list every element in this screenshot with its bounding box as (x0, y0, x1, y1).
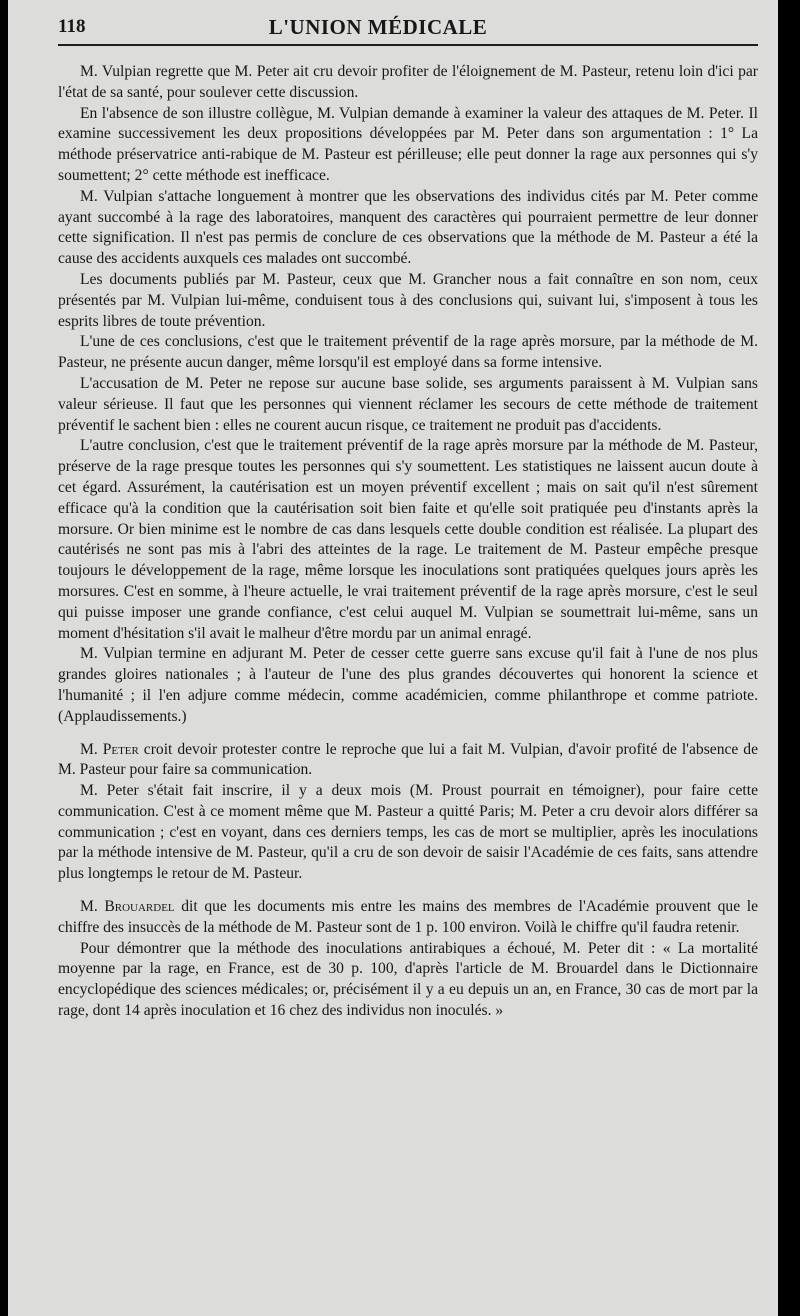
paragraph (58, 897, 758, 939)
header-rule (58, 44, 758, 46)
paragraph: Les documents publiés par M. Pasteur, ceux que M. Grancher nous a fait connaître en son nom, ceux présentés par M. Vulpian lui-même, conduisent tous à des conclusions qui, suivant lui, s'imposent à tous les esprits libres de toute prévention. (58, 270, 758, 330)
journal-title: L'UNION MÉDICALE (268, 15, 488, 39)
paragraph: L'une de ces conclusions, c'est que le traitement préventif de la rage après morsure, par la méthode de M. Pasteur, ne présente aucun danger, même lorsqu'il est employé dans sa forme intensive. (58, 333, 758, 372)
paragraph: M. Vulpian regrette que M. Peter ait cru devoir profiter de l'éloignement de M. Pasteur, retenu loin d'ici par l'état de sa santé, pour soulever cette discussion. (58, 63, 758, 101)
speaker-name: M. Peter (80, 740, 139, 758)
paragraph (58, 740, 758, 782)
paragraph: L'accusation de M. Peter ne repose sur aucune base solide, ses arguments paraissent à M. Vulpian sans valeur sérieuse. Il faut que les personnes qui viennent réclamer les secours de cette méthode de traitement préventif le sachent bien : elles ne courent aucun risque, ce traitement ne produit pas d'accidents. (58, 374, 758, 434)
speaker-name: M. Brouardel (80, 898, 175, 916)
paragraph: En l'absence de son illustre collègue, M. Vulpian demande à examiner la valeur des attaques de M. Peter. Il examine successivement les deux propositions développées par M. Peter dans son argumentation : 1° La méthode préservatrice anti-rabique de M. Pasteur est périlleuse; elle peut donner la rage aux personnes qui s'y soumettent; 2° cette méthode est inefficace. (58, 104, 758, 184)
paragraph-text: croit devoir protester contre le reproche que lui a fait M. Vulpian, d'avoir profité de l'absence de M. Pasteur pour faire sa communication. (58, 740, 758, 779)
paragraph: M. Vulpian termine en adjurant M. Peter de cesser cette guerre sans excuse qu'il fait à l'une de nos plus grandes gloires nationales ; à l'auteur de l'une des plus grandes découvertes qui honorent la science et l'humanité ; il l'en adjure comme médecin, comme académicien, comme philanthrope et comme patriote. (Applaudissements.) (58, 645, 758, 725)
paragraph: M. Vulpian s'attache longuement à montrer que les observations des individus cités par M. Peter comme ayant succombé à la rage des laboratoires, manquent des caractères qui pourraient permettre de leur donner cette signification. Il n'est pas permis de conclure de ces observations que la méthode de M. Pasteur a été la cause des accidents auxquels ces malades ont succombé. (58, 187, 758, 268)
document-page (8, 0, 778, 1316)
paragraph: L'autre conclusion, c'est que le traitement préventif de la rage après morsure par la méthode de M. Pasteur, préserve de la rage presque toutes les personnes qui s'y soumettent. Les statistiques ne laissent aucun doute à cet égard. Assurément, la cautérisation est un moyen préventif excellent ; mais on sait qu'il n'est sûrement efficace qu'à la condition que la cautérisation soit bien faite et qu'elle soit pratiquée peu d'instants après la morsure. Or bien minime est le nombre de cas dans lesquels cette double condition est réalisée. La plupart des cautérisés ne sont pas mis à l'abri des atteintes de la rage. Le traitement de M. Pasteur empêche presque toujours le développement de la rage, même lorsque les inoculations sont pratiquées quelques jours après les morsures. C'est en somme, à l'heure actuelle, le vrai traitement préventif de la rage après morsure, c'est le seul qui puisse imposer une grande confiance, c'est celui auquel M. Vulpian se soumettrait lui-même, sans un moment d'hésitation s'il avait le malheur d'être mordu par un animal enragé. (58, 437, 758, 642)
article-body (58, 62, 758, 1022)
paragraph: M. Peter s'était fait inscrire, il y a deux mois (M. Proust pourrait en témoigner), pour faire cette communication. C'est à ce moment même que M. Pasteur a quitté Paris; M. Peter a cru devoir alors différer sa communication ; c'est en voyant, dans ces derniers temps, les cas de mort se multiplier, après les inoculations par la méthode intensive de M. Pasteur, qu'il a cru de son devoir de saisir l'Académie de ces faits, sans attendre plus longtemps le retour de M. Pasteur. (58, 782, 758, 883)
paragraph-text: dit que les documents mis entre les mains des membres de l'Académie prouvent que le chiffre des insuccès de la méthode de M. Pasteur sont de 1 p. 100 environ. Voilà le chiffre qu'il faudra retenir. (58, 898, 759, 936)
paragraph: Pour démontrer que la méthode des inoculations antirabiques a échoué, M. Peter dit : « La mortalité moyenne par la rage, en France, est de 30 p. 100, d'après l'article de M. Brouardel dans le Dictionnaire encyclopédique des sciences médicales; or, précisément il y a eu depuis un an, en France, 30 cas de mort par la rage, dont 14 après inoculation et 16 chez des individus non inoculés. » (58, 939, 758, 1020)
page-header (58, 10, 758, 44)
page-number: 118 (58, 16, 86, 37)
